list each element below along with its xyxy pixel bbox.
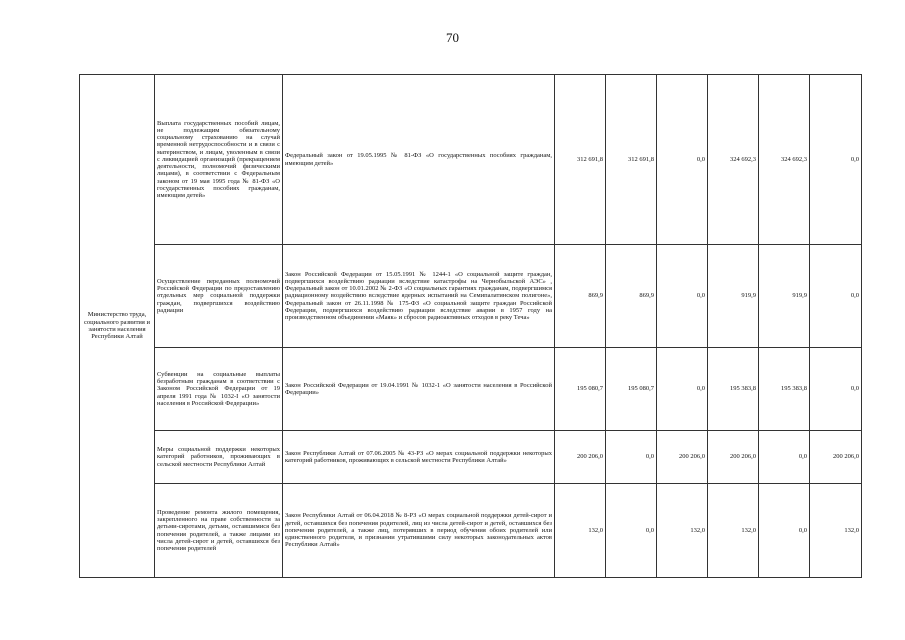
- table-row: [80, 245, 862, 348]
- description-cell: Выплата государственных пособий лицам, не подлежащим обязательному социальному страхованию на случай временной нетрудоспособности и в связи с материнством, и лицам, уволенным в связи с ликвидацией организаций (прекращением деятельности, полномочий физическими лицами), в соответствии с Федеральным законом от 19 мая 1995 года № 81-ФЗ «О государственных пособиях гражданам, имеющим детей»: [155, 75, 283, 245]
- ministry-cell: Министерство труда, социального развития и занятости населения Республики Алтай: [80, 75, 155, 578]
- value-cell: 0,0: [657, 245, 708, 348]
- law-cell: Закон Российской Федерации от 15.05.1991 № 1244-1 «О социальной защите граждан, подвергшихся воздействию радиации вследствие катастрофы на Чернобыльской АЭС» , Федеральный закон от 10.01.2002 № 2-ФЗ «О социальных гарантиях гражданам, подвергшимся радиационному воздействию вследствие ядерных испытаний на Семипалатинском полигоне», Федеральный закон от 26.11.1998 № 175-ФЗ «О социальной защите граждан Российской Федерации, подвергшихся воздействию радиации вследствие аварии в 1957 году на производственном объединении «Маяк» и сбросов радиоактивных отходов в реку Теча»: [283, 245, 555, 348]
- value-cell: 324 692,3: [759, 75, 810, 245]
- value-cell: 200 206,0: [657, 431, 708, 484]
- value-cell: 919,9: [759, 245, 810, 348]
- value-cell: 0,0: [759, 431, 810, 484]
- value-cell: 0,0: [810, 245, 862, 348]
- value-cell: 324 692,3: [708, 75, 759, 245]
- value-cell: 0,0: [606, 484, 657, 578]
- value-cell: 200 206,0: [555, 431, 606, 484]
- value-cell: 195 080,7: [555, 348, 606, 431]
- description-cell: Субвенции на социальные выплаты безработным гражданам в соответствии с Законом Российской Федерации от 19 апреля 1991 года № 1032-I «О занятости населения в Российской Федерации»: [155, 348, 283, 431]
- description-cell: Осуществление переданных полномочий Российской Федерации по предоставлению отдельных мер социальной поддержки граждан, подвергшихся воздействию радиации: [155, 245, 283, 348]
- table-row: [80, 75, 862, 245]
- table-row: [80, 348, 862, 431]
- value-cell: 0,0: [606, 431, 657, 484]
- law-cell: Закон Республики Алтай от 06.04.2018 № 8-РЗ «О мерах социальной поддержки детей-сирот и детей, оставшихся без попечения родителей, лиц из числа детей-сирот и детей, оставшихся без попечения родителей, а также лиц, потерявших в период обучения обоих родителей или единственного родителя, и признании утратившими силу некоторых законодательных актов Республики Алтай»: [283, 484, 555, 578]
- page-number: 70: [446, 30, 459, 45]
- value-cell: 0,0: [759, 484, 810, 578]
- table-row: [80, 431, 862, 484]
- value-cell: 132,0: [657, 484, 708, 578]
- value-cell: 132,0: [555, 484, 606, 578]
- value-cell: 0,0: [657, 75, 708, 245]
- table-row: [80, 484, 862, 578]
- value-cell: 869,9: [555, 245, 606, 348]
- value-cell: 869,9: [606, 245, 657, 348]
- value-cell: 200 206,0: [810, 431, 862, 484]
- value-cell: 0,0: [810, 348, 862, 431]
- description-cell: Меры социальной поддержки некоторых категорий работников, проживающих в сельской местности Республики Алтай: [155, 431, 283, 484]
- description-cell: Проведение ремонта жилого помещения, закрепленного на праве собственности за детьми-сиротами, детьми, оставшимися без попечения родителей, а также лицами из числа детей-сирот и детей, оставшихся без попечения родителей: [155, 484, 283, 578]
- value-cell: 0,0: [810, 75, 862, 245]
- law-cell: Закон Республики Алтай от 07.06.2005 № 43-РЗ «О мерах социальной поддержки некоторых категорий работников, проживающих в сельской местности Республики Алтай»: [283, 431, 555, 484]
- value-cell: 919,9: [708, 245, 759, 348]
- value-cell: 312 691,8: [555, 75, 606, 245]
- value-cell: 312 691,8: [606, 75, 657, 245]
- law-cell: Закон Российской Федерации от 19.04.1991 № 1032-1 «О занятости населения в Российской Федерации»: [283, 348, 555, 431]
- value-cell: 200 206,0: [708, 431, 759, 484]
- value-cell: 195 080,7: [606, 348, 657, 431]
- value-cell: 132,0: [708, 484, 759, 578]
- value-cell: 195 383,8: [759, 348, 810, 431]
- value-cell: 132,0: [810, 484, 862, 578]
- budget-table: [79, 74, 862, 578]
- law-cell: Федеральный закон от 19.05.1995 № 81-ФЗ «О государственных пособиях гражданам, имеющим детей»: [283, 75, 555, 245]
- value-cell: 195 383,8: [708, 348, 759, 431]
- value-cell: 0,0: [657, 348, 708, 431]
